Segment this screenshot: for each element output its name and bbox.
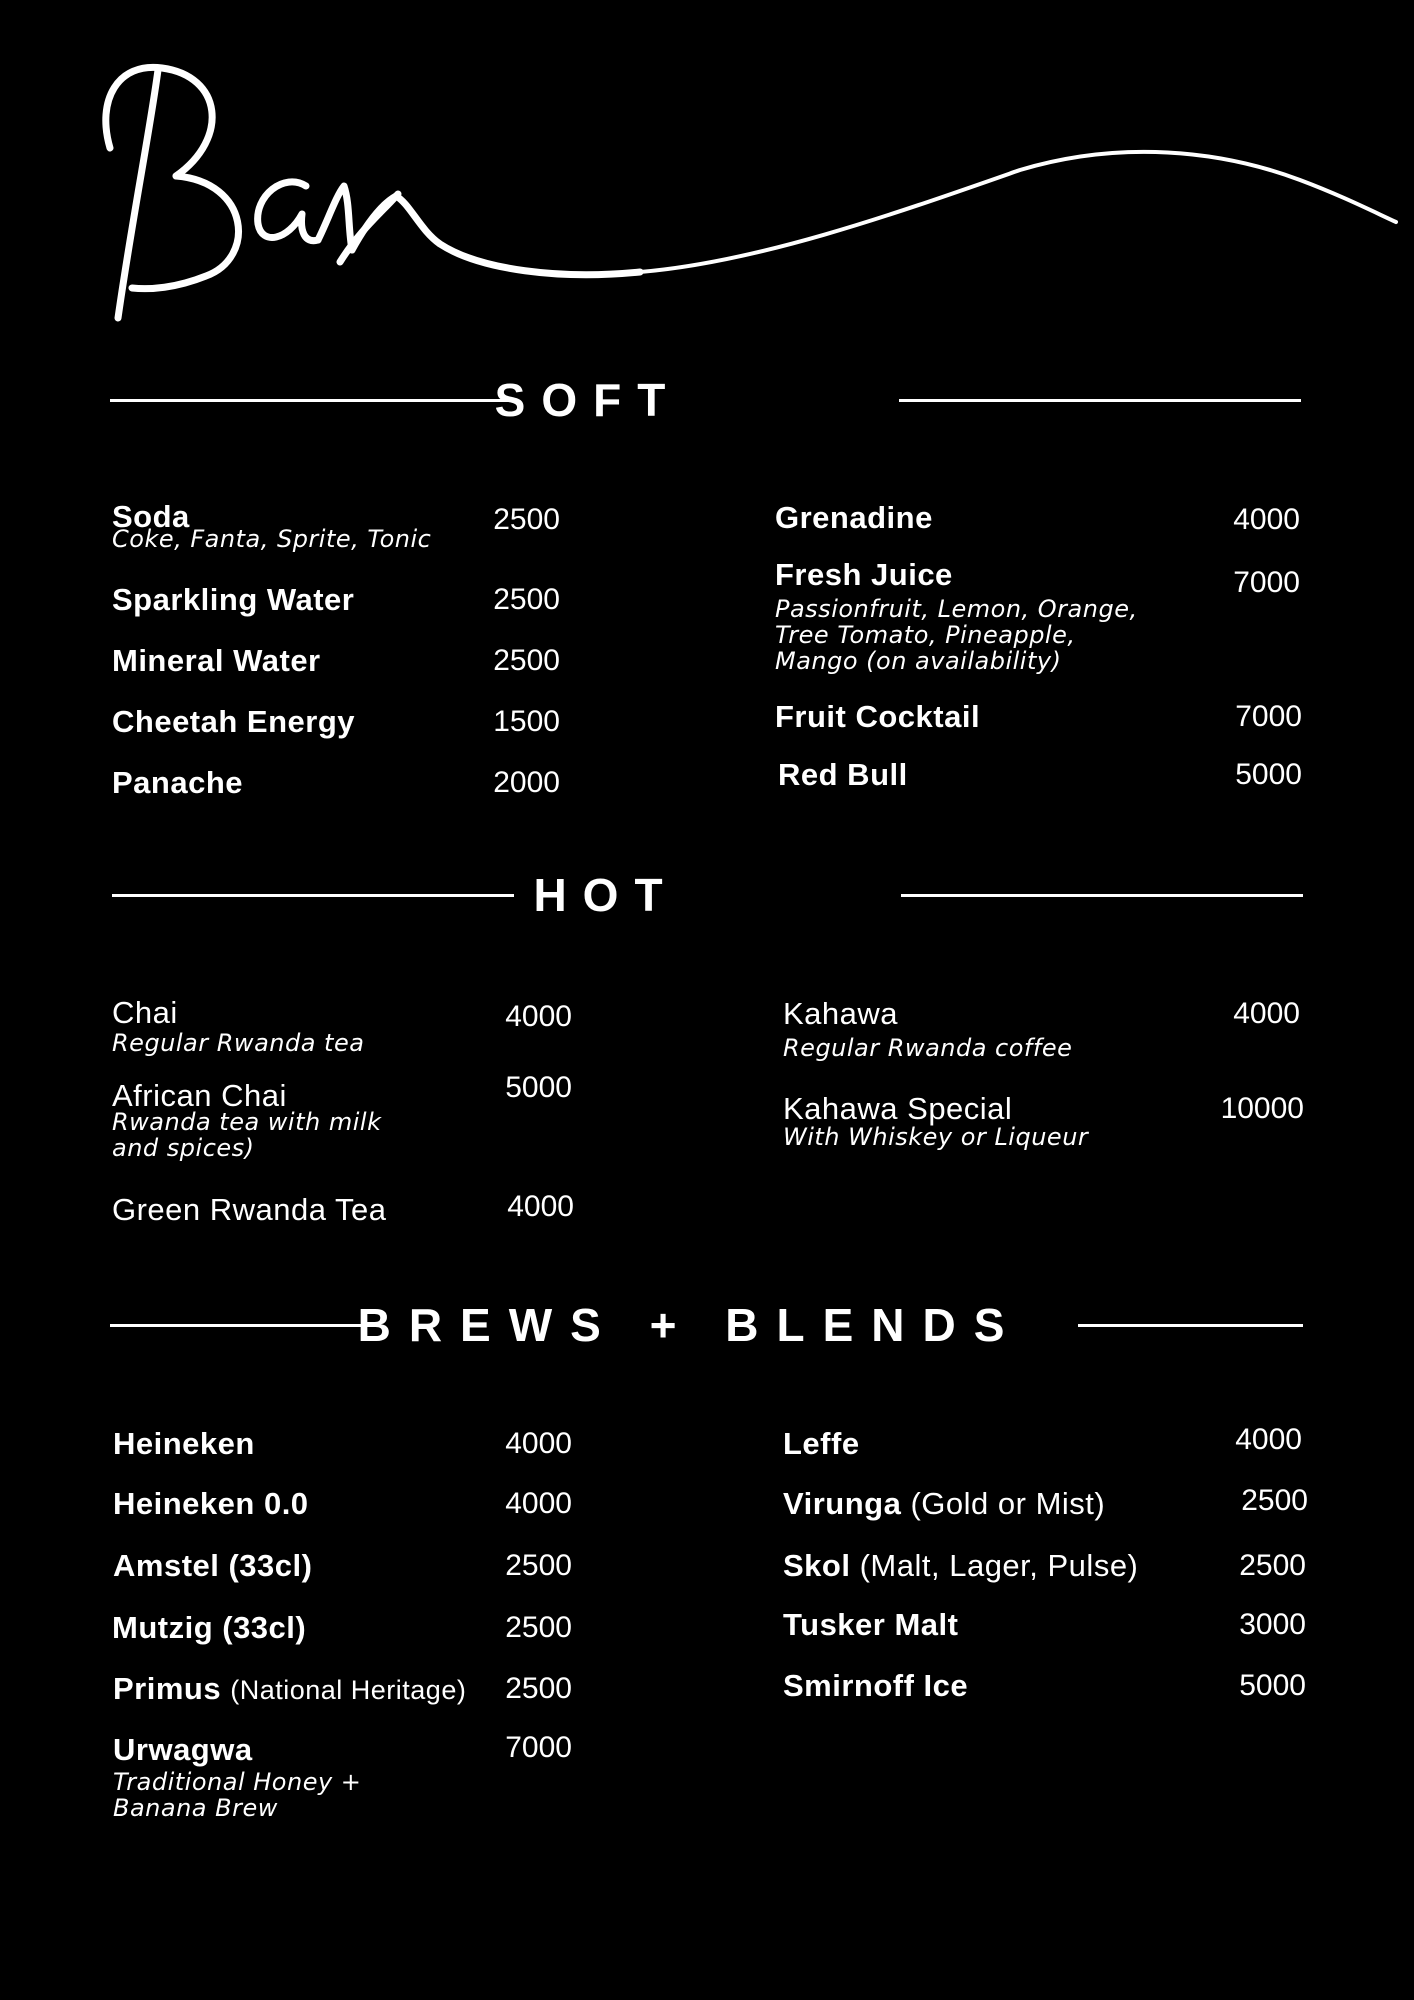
menu-item xyxy=(783,1487,1105,1521)
menu-item xyxy=(775,558,1138,674)
item-price: 2500 xyxy=(505,1672,572,1705)
item-price: 3000 xyxy=(1239,1608,1306,1641)
item-description: Rwanda tea with milk xyxy=(112,1108,382,1136)
menu-item xyxy=(113,1733,361,1821)
item-description: Banana Brew xyxy=(113,1794,278,1822)
menu-item xyxy=(775,700,980,734)
divider-line xyxy=(901,894,1303,897)
bar-title-lettering xyxy=(0,0,1414,340)
item-name: Smirnoff Ice xyxy=(783,1668,969,1703)
item-price: 10000 xyxy=(1220,1092,1304,1125)
item-price: 4000 xyxy=(505,1487,572,1520)
item-price: 4000 xyxy=(1233,503,1300,536)
item-name: Heineken xyxy=(113,1426,255,1461)
item-price: 5000 xyxy=(1235,758,1302,791)
item-price: 2500 xyxy=(493,583,560,616)
section-heading: HOT xyxy=(533,869,679,921)
item-price: 7000 xyxy=(1235,700,1302,733)
item-name: Fresh Juice xyxy=(775,557,953,592)
item-name: Tusker Malt xyxy=(783,1607,959,1642)
menu-item xyxy=(783,1549,1138,1583)
menu-item xyxy=(112,644,321,678)
item-price: 4000 xyxy=(505,1427,572,1460)
item-name: Mutzig (33cl) xyxy=(112,1610,307,1645)
item-price: 4000 xyxy=(1233,997,1300,1030)
menu-item xyxy=(783,1092,1088,1150)
item-description: Passionfruit, Lemon, Orange, xyxy=(775,595,1138,623)
item-name: Grenadine xyxy=(775,500,933,535)
item-name: Urwagwa xyxy=(113,1732,253,1767)
item-name: Fruit Cocktail xyxy=(775,699,981,734)
item-name: Skol xyxy=(783,1548,851,1583)
item-name: Kahawa xyxy=(783,996,899,1031)
item-description: Tree Tomato, Pineapple, xyxy=(775,621,1076,649)
item-description: Regular Rwanda tea xyxy=(112,1029,365,1057)
item-name: Sparkling Water xyxy=(112,582,355,617)
item-description: and spices) xyxy=(112,1134,255,1162)
item-name: Amstel (33cl) xyxy=(113,1548,313,1583)
item-price: 5000 xyxy=(505,1071,572,1104)
item-price: 2500 xyxy=(493,503,560,536)
item-price: 2500 xyxy=(493,644,560,677)
menu-item xyxy=(113,1487,309,1521)
item-name: Chai xyxy=(112,995,178,1030)
item-name: Heineken 0.0 xyxy=(113,1486,309,1521)
item-description: Coke, Fanta, Sprite, Tonic xyxy=(112,525,432,553)
item-name: Primus xyxy=(113,1671,222,1706)
menu-item xyxy=(112,583,354,617)
item-price: 2500 xyxy=(505,1611,572,1644)
item-name: Panache xyxy=(112,765,244,800)
item-description: Traditional Honey + xyxy=(113,1768,362,1796)
item-note: (Gold or Mist) xyxy=(910,1486,1106,1521)
menu-item xyxy=(112,1079,381,1161)
menu-item xyxy=(113,1549,312,1583)
menu-item xyxy=(783,1608,958,1642)
item-name: Red Bull xyxy=(778,757,908,792)
section-heading: BREWS + BLENDS xyxy=(357,1299,1023,1351)
item-description: Mango (on availability) xyxy=(775,647,1062,675)
item-name: Mineral Water xyxy=(112,643,321,678)
menu-item xyxy=(112,705,355,739)
section-header-brews xyxy=(110,1295,1302,1355)
menu-item xyxy=(783,1427,860,1461)
menu-item xyxy=(778,758,908,792)
item-price: 4000 xyxy=(505,1000,572,1033)
title-swash xyxy=(640,152,1396,272)
divider-line xyxy=(1078,1324,1303,1327)
menu-item xyxy=(112,500,431,552)
menu-item xyxy=(112,1611,306,1645)
item-price: 2000 xyxy=(493,766,560,799)
item-name: Green Rwanda Tea xyxy=(112,1192,387,1227)
menu-item xyxy=(112,996,364,1056)
item-name: Soda xyxy=(112,499,190,534)
item-price: 2500 xyxy=(505,1549,572,1582)
item-name: Leffe xyxy=(783,1426,860,1461)
menu-item xyxy=(113,1427,255,1461)
item-price: 7000 xyxy=(505,1731,572,1764)
item-description: With Whiskey or Liqueur xyxy=(783,1123,1089,1151)
section-header-soft xyxy=(110,370,1302,430)
item-price: 2500 xyxy=(1241,1484,1308,1517)
item-name: African Chai xyxy=(112,1078,287,1113)
item-price: 2500 xyxy=(1239,1549,1306,1582)
item-price: 4000 xyxy=(1235,1423,1302,1456)
section-heading: SOFT xyxy=(494,374,682,426)
item-description: Regular Rwanda coffee xyxy=(783,1034,1073,1062)
section-header-hot xyxy=(110,865,1302,925)
menu-item xyxy=(113,1672,466,1707)
menu-item xyxy=(775,501,933,535)
menu-item xyxy=(783,1669,968,1703)
menu-item xyxy=(783,997,1072,1061)
item-price: 4000 xyxy=(507,1190,574,1223)
item-name: Kahawa Special xyxy=(783,1091,1013,1126)
item-name: Cheetah Energy xyxy=(112,704,356,739)
item-name: Virunga xyxy=(783,1486,902,1521)
item-price: 5000 xyxy=(1239,1669,1306,1702)
menu-item xyxy=(112,1193,387,1227)
item-price: 7000 xyxy=(1233,566,1300,599)
item-note: (Malt, Lager, Pulse) xyxy=(859,1548,1139,1583)
item-note: (National Heritage) xyxy=(230,1675,467,1705)
menu-item xyxy=(112,766,243,800)
item-price: 1500 xyxy=(493,705,560,738)
divider-line xyxy=(899,399,1301,402)
